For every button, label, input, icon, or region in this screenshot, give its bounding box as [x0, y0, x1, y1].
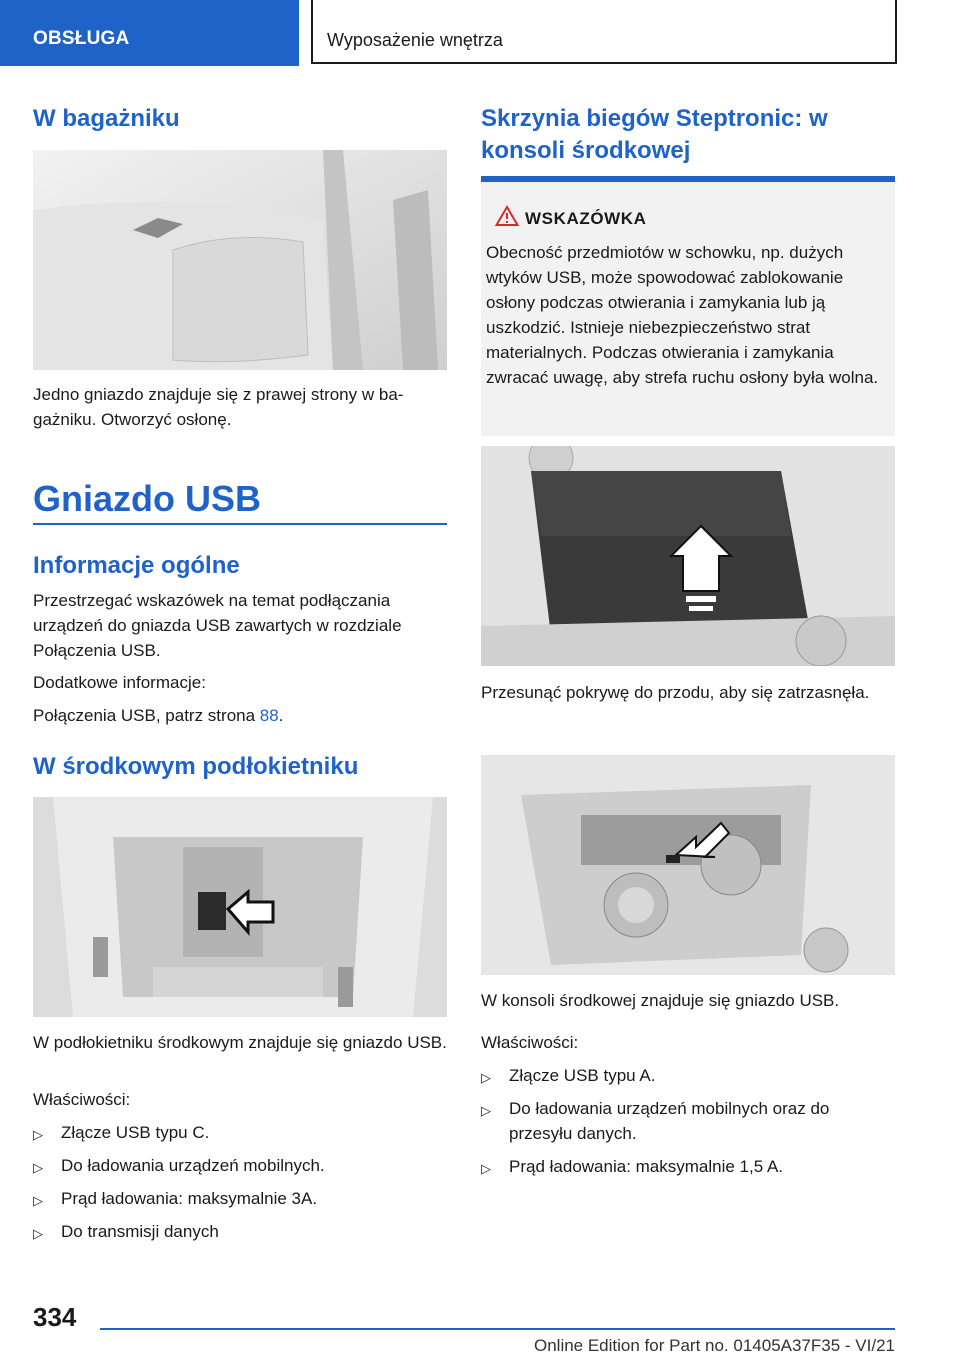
chapter-title: Wyposażenie wnętrza: [327, 30, 503, 50]
general-text: Przestrzegać wskazówek na temat podłączania urządzeń do gniazda USB zawartych w rozdziale Połączenia USB.: [33, 591, 402, 660]
reference-suffix: .: [278, 706, 284, 725]
list-item: ▷ Złącze USB typu A.: [481, 1063, 895, 1088]
warning-box: [481, 176, 895, 436]
section-title: OBSŁUGA: [33, 28, 130, 49]
triangle-bullet-icon: ▷: [33, 1193, 43, 1208]
list-item: ▷ Do ładowania urządzeń mobilnych.: [33, 1153, 447, 1178]
armrest-photo: [33, 797, 447, 1017]
triangle-bullet-icon: ▷: [481, 1070, 491, 1085]
warning-title: WSKAZÓWKA: [525, 209, 647, 228]
console-caption: W konsoli środkowej znajduje się gniazdo USB.: [481, 991, 840, 1010]
chapter-tab: [311, 0, 897, 64]
page-link[interactable]: 88: [259, 706, 279, 725]
list-item: ▷ Złącze USB typu C.: [33, 1120, 447, 1145]
console-props-label: Właściwości:: [481, 1033, 579, 1052]
triangle-bullet-icon: ▷: [33, 1160, 43, 1175]
usb-title: Gniazdo USB: [33, 478, 262, 519]
list-item: ▷ Do transmisji danych: [33, 1219, 447, 1244]
warning-triangle-icon: [495, 205, 519, 227]
section-tab: [0, 0, 299, 66]
armrest-heading: W środkowym podłokietniku: [33, 753, 359, 780]
triangle-bullet-icon: ▷: [481, 1161, 491, 1176]
cover-caption: Przesunąć pokrywę do przodu, aby się zatrzasnęła.: [481, 683, 870, 702]
title-rule: [33, 523, 447, 525]
steptronic-heading: Skrzynia biegów Steptronic: w konsoli środkowej: [481, 105, 828, 164]
page-number: 334: [33, 1302, 77, 1332]
trunk-heading: W bagażniku: [33, 105, 180, 132]
warning-text: Obecność przedmiotów w schowku, np. dużych wtyków USB, może spowodować zablokowanie osłony podczas otwierania i zamykania lub ją uszkodzić. Istnieje niebezpieczeństwo strat materialnych. Podczas otwierania i zamykania zwracać uwagę, aby strefa ruchu osłony była wolna.: [486, 243, 879, 387]
list-item: ▷ Do ładowania urządzeń mobilnych oraz do przesyłu danych.: [481, 1099, 830, 1143]
armrest-bullets: [33, 1120, 447, 1244]
triangle-bullet-icon: ▷: [33, 1226, 43, 1241]
more-info-label: Dodatkowe informacje:: [33, 673, 206, 692]
console-usb-photo: [481, 755, 895, 975]
list-item: ▷ Prąd ładowania: maksymalnie 3A.: [33, 1186, 447, 1211]
list-item: ▷ Prąd ładowania: maksymalnie 1,5 A.: [481, 1154, 895, 1179]
general-heading: Informacje ogólne: [33, 552, 240, 579]
trunk-photo: [33, 150, 447, 370]
console-bullets: [481, 1063, 895, 1179]
reference-prefix: Połączenia USB, patrz strona: [33, 706, 260, 725]
triangle-bullet-icon: ▷: [33, 1127, 43, 1142]
armrest-props-label: Właściwości:: [33, 1090, 131, 1109]
console-cover-photo: [481, 446, 895, 666]
triangle-bullet-icon: ▷: [481, 1103, 491, 1118]
armrest-caption: W podłokietniku środkowym znajduje się gniazdo USB.: [33, 1033, 447, 1052]
reference-line: [33, 703, 447, 728]
footer-rule: [100, 1328, 895, 1330]
edition-text: Online Edition for Part no. 01405A37F35 - VI/21: [533, 1336, 895, 1355]
trunk-caption: Jedno gniazdo znajduje się z prawej strony w bagażniku. Otworzyć osłonę.: [33, 385, 404, 429]
